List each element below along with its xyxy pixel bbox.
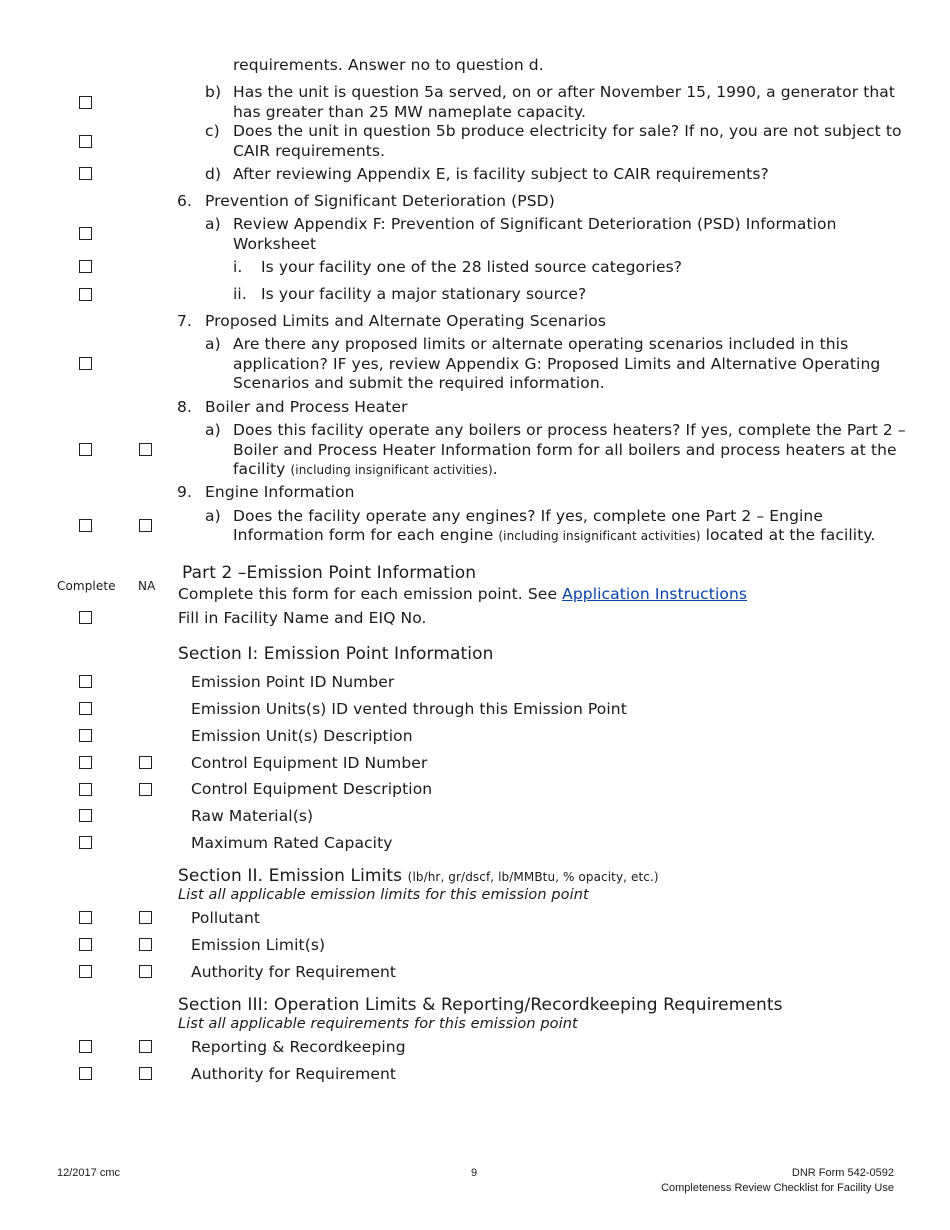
- s2-item1-na-checkbox[interactable]: [139, 911, 152, 924]
- s2-item3-complete-checkbox[interactable]: [79, 965, 92, 978]
- q8a-text-line2: Boiler and Process Heater Information form for all boilers and process heaters at the: [233, 441, 897, 459]
- s1-item4-complete-checkbox[interactable]: [79, 756, 92, 769]
- q8a-complete-checkbox[interactable]: [79, 443, 92, 456]
- footer-form-description: Completeness Review Checklist for Facility Use: [661, 1182, 894, 1194]
- q9a-text-line1: Does the facility operate any engines? If yes, complete one Part 2 – Engine: [233, 507, 823, 525]
- s1-item3-complete-checkbox[interactable]: [79, 729, 92, 742]
- q5b-complete-checkbox[interactable]: [79, 96, 92, 109]
- s1-item-emission-units-id: Emission Units(s) ID vented through this Emission Point: [191, 700, 627, 718]
- s3-item1-na-checkbox[interactable]: [139, 1040, 152, 1053]
- footer-form-number: DNR Form 542-0592: [791, 1167, 894, 1179]
- q7a-label: a): [205, 335, 221, 353]
- section2-units: (lb/hr, gr/dscf, lb/MMBtu, % opacity, etc.): [407, 870, 659, 884]
- q7a-text-line2: application? IF yes, review Appendix G: Proposed Limits and Alternative Operating: [233, 355, 881, 373]
- s1-item5-na-checkbox[interactable]: [139, 783, 152, 796]
- s2-item2-complete-checkbox[interactable]: [79, 938, 92, 951]
- column-header-na: NA: [138, 579, 156, 593]
- q5c-complete-checkbox[interactable]: [79, 135, 92, 148]
- q9a-text-note: (including insignificant activities): [498, 529, 701, 543]
- s1-item2-complete-checkbox[interactable]: [79, 702, 92, 715]
- q7a-text-line1: Are there any proposed limits or alternate operating scenarios included in this: [233, 335, 849, 353]
- q9-title: Engine Information: [205, 483, 355, 501]
- q9a-label: a): [205, 507, 221, 525]
- section2-title-text: Section II. Emission Limits: [178, 866, 403, 886]
- q5c-text-line2: CAIR requirements.: [233, 142, 386, 160]
- q6a-i-label: i.: [233, 258, 243, 276]
- s1-item1-complete-checkbox[interactable]: [79, 675, 92, 688]
- q8a-text-facility: facility: [233, 460, 286, 478]
- s3-item-reporting-recordkeeping: Reporting & Recordkeeping: [191, 1038, 406, 1056]
- q8a-text-line1: Does this facility operate any boilers or process heaters? If yes, complete the Part 2 –: [233, 421, 906, 439]
- s2-item-emission-limits: Emission Limit(s): [191, 936, 326, 954]
- q5b-text-line2: has greater than 25 MW nameplate capacity.: [233, 103, 587, 121]
- fill-facility-text: Fill in Facility Name and EIQ No.: [178, 609, 427, 627]
- q6a-i-text: Is your facility one of the 28 listed source categories?: [261, 258, 683, 276]
- q6a-complete-checkbox[interactable]: [79, 227, 92, 240]
- footer-page-number: 9: [471, 1167, 478, 1179]
- q9a-text-end: located at the facility.: [705, 526, 876, 544]
- q5d-label: d): [205, 165, 222, 183]
- section2-title: [178, 867, 659, 887]
- s2-item1-complete-checkbox[interactable]: [79, 911, 92, 924]
- s1-item-maximum-rated-capacity: Maximum Rated Capacity: [191, 834, 393, 852]
- q6a-ii-text: Is your facility a major stationary source?: [261, 285, 587, 303]
- q8a-text-line3: [233, 460, 498, 480]
- s1-item7-complete-checkbox[interactable]: [79, 836, 92, 849]
- s1-item-emission-unit-description: Emission Unit(s) Description: [191, 727, 413, 745]
- q6-title: Prevention of Significant Deterioration (PSD): [205, 192, 555, 210]
- q7a-text-line3: Scenarios and submit the required information.: [233, 374, 605, 392]
- s2-item-authority: Authority for Requirement: [191, 963, 397, 981]
- column-header-complete: Complete: [57, 579, 116, 593]
- s1-item4-na-checkbox[interactable]: [139, 756, 152, 769]
- q5d-complete-checkbox[interactable]: [79, 167, 92, 180]
- part2-title: Part 2 –Emission Point Information: [182, 563, 477, 583]
- q6a-ii-complete-checkbox[interactable]: [79, 288, 92, 301]
- footer-date: 12/2017 cmc: [57, 1167, 120, 1179]
- q9a-na-checkbox[interactable]: [139, 519, 152, 532]
- part2-instructions-text: Complete this form for each emission point. See: [178, 585, 558, 603]
- part2-instructions: [178, 585, 747, 604]
- s2-item2-na-checkbox[interactable]: [139, 938, 152, 951]
- application-instructions-link[interactable]: Application Instructions: [562, 585, 748, 603]
- q6a-ii-label: ii.: [233, 285, 247, 303]
- section1-title: Section I: Emission Point Information: [178, 644, 494, 664]
- q7-number: 7.: [177, 312, 192, 330]
- s3-item2-complete-checkbox[interactable]: [79, 1067, 92, 1080]
- s2-item-pollutant: Pollutant: [191, 909, 261, 927]
- section3-title: Section III: Operation Limits & Reporting/Recordkeeping Requirements: [178, 995, 783, 1015]
- q9-number: 9.: [177, 483, 192, 501]
- q7a-complete-checkbox[interactable]: [79, 357, 92, 370]
- q8-number: 8.: [177, 398, 192, 416]
- q5-continuation: requirements. Answer no to question d.: [233, 56, 544, 74]
- s1-item-raw-materials: Raw Material(s): [191, 807, 314, 825]
- q9a-text-start: Information form for each engine: [233, 526, 494, 544]
- q6a-label: a): [205, 215, 221, 233]
- q9a-text-line2: [233, 526, 875, 546]
- q9a-complete-checkbox[interactable]: [79, 519, 92, 532]
- section3-subtitle: List all applicable requirements for this emission point: [178, 1016, 578, 1032]
- q8a-text-note: (including insignificant activities): [290, 463, 493, 477]
- fill-facility-complete-checkbox[interactable]: [79, 611, 92, 624]
- s3-item1-complete-checkbox[interactable]: [79, 1040, 92, 1053]
- q5c-text-line1: Does the unit in question 5b produce electricity for sale? If no, you are not subject to: [233, 122, 902, 140]
- s2-item3-na-checkbox[interactable]: [139, 965, 152, 978]
- q5c-label: c): [205, 122, 220, 140]
- q7-title: Proposed Limits and Alternate Operating Scenarios: [205, 312, 607, 330]
- q6a-i-complete-checkbox[interactable]: [79, 260, 92, 273]
- q5b-label: b): [205, 83, 222, 101]
- s1-item5-complete-checkbox[interactable]: [79, 783, 92, 796]
- q6a-text-line2: Worksheet: [233, 235, 317, 253]
- s3-item-authority: Authority for Requirement: [191, 1065, 397, 1083]
- section2-subtitle: List all applicable emission limits for this emission point: [178, 887, 589, 903]
- q8a-na-checkbox[interactable]: [139, 443, 152, 456]
- q5b-text-line1: Has the unit is question 5a served, on or after November 15, 1990, a generator that: [233, 83, 896, 101]
- q8a-label: a): [205, 421, 221, 439]
- s1-item-control-equipment-id: Control Equipment ID Number: [191, 754, 428, 772]
- s1-item-control-equipment-description: Control Equipment Description: [191, 780, 433, 798]
- q8a-text-period: .: [492, 460, 498, 478]
- s3-item2-na-checkbox[interactable]: [139, 1067, 152, 1080]
- q6a-text-line1: Review Appendix F: Prevention of Significant Deterioration (PSD) Information: [233, 215, 837, 233]
- s1-item6-complete-checkbox[interactable]: [79, 809, 92, 822]
- q6-number: 6.: [177, 192, 192, 210]
- q8-title: Boiler and Process Heater: [205, 398, 408, 416]
- q5d-text: After reviewing Appendix E, is facility subject to CAIR requirements?: [233, 165, 769, 183]
- s1-item-emission-point-id: Emission Point ID Number: [191, 673, 395, 691]
